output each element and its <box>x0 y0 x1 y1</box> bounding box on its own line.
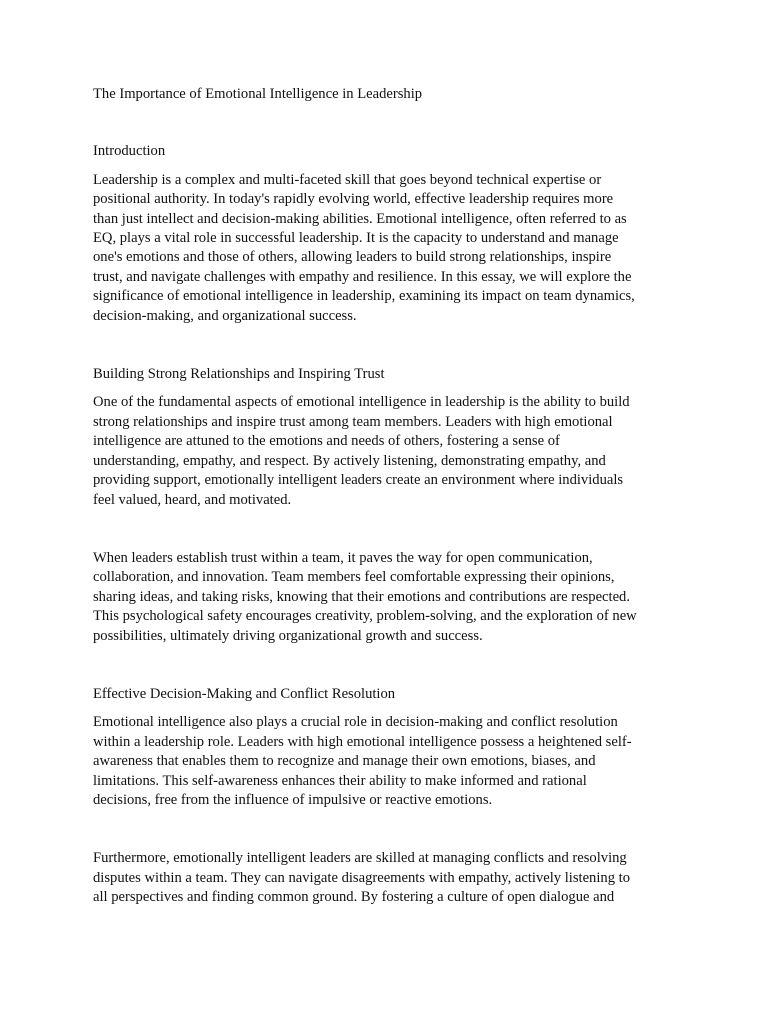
text-line: decision-making, and organizational success. <box>93 307 357 324</box>
text-line: significance of emotional intelligence in leadership, examining its impact on team dynamics, <box>93 288 635 305</box>
paragraph-relationships-2 <box>93 549 683 646</box>
section-heading-decision-making: Effective Decision-Making and Conflict Resolution <box>93 685 396 702</box>
text-line: disputes within a team. They can navigate disagreements with empathy, actively listening to <box>93 869 630 886</box>
text-line: than just intellect and decision-making abilities. Emotional intelligence, often referred to as <box>93 210 627 227</box>
text-line: awareness that enables them to recognize and manage their own emotions, biases, and <box>93 753 596 770</box>
text-line: feel valued, heard, and motivated. <box>93 491 292 508</box>
document-title: The Importance of Emotional Intelligence in Leadership <box>93 86 423 102</box>
paragraph-decision-making-1 <box>93 713 683 810</box>
text-line: within a leadership role. Leaders with high emotional intelligence possess a heightened self- <box>93 733 632 750</box>
section-heading-relationships: Building Strong Relationships and Inspiring Trust <box>93 366 385 383</box>
document-page <box>93 85 683 947</box>
text-line: possibilities, ultimately driving organizational growth and success. <box>93 627 483 644</box>
text-line: strong relationships and inspire trust among team members. Leaders with high emotional <box>93 413 613 430</box>
text-line: all perspectives and finding common ground. By fostering a culture of open dialogue and <box>93 889 615 906</box>
text-line: This psychological safety encourages creativity, problem-solving, and the exploration of new <box>93 608 637 625</box>
text-line: collaboration, and innovation. Team members feel comfortable expressing their opinions, <box>93 569 615 586</box>
text-line: one's emotions and those of others, allowing leaders to build strong relationships, inspire <box>93 249 612 266</box>
text-line: Furthermore, emotionally intelligent leaders are skilled at managing conflicts and resolving <box>93 850 627 867</box>
text-line: EQ, plays a vital role in successful leadership. It is the capacity to understand and manage <box>93 230 619 247</box>
section-heading-introduction: Introduction <box>93 143 166 160</box>
text-line: When leaders establish trust within a team, it paves the way for open communication, <box>93 549 593 566</box>
text-line: limitations. This self-awareness enhances their ability to make informed and rational <box>93 772 587 789</box>
text-line: understanding, empathy, and respect. By actively listening, demonstrating empathy, and <box>93 452 606 469</box>
text-line: positional authority. In today's rapidly evolving world, effective leadership requires more <box>93 191 614 208</box>
paragraph-introduction <box>93 171 683 326</box>
text-line: One of the fundamental aspects of emotional intelligence in leadership is the ability to build <box>93 394 630 411</box>
text-line: providing support, emotionally intelligent leaders create an environment where individuals <box>93 472 624 489</box>
text-line: sharing ideas, and taking risks, knowing that their emotions and contributions are respected. <box>93 588 631 605</box>
text-line: trust, and navigate challenges with empathy and resilience. In this essay, we will explore the <box>93 268 632 285</box>
text-line: decisions, free from the influence of impulsive or reactive emotions. <box>93 791 493 808</box>
text-line: Leadership is a complex and multi-faceted skill that goes beyond technical expertise or <box>93 171 602 188</box>
text-line: intelligence are attuned to the emotions and needs of others, fostering a sense of <box>93 433 560 450</box>
paragraph-relationships-1 <box>93 393 683 509</box>
text-line: Emotional intelligence also plays a crucial role in decision-making and conflict resolution <box>93 714 618 731</box>
paragraph-decision-making-2 <box>93 849 683 907</box>
